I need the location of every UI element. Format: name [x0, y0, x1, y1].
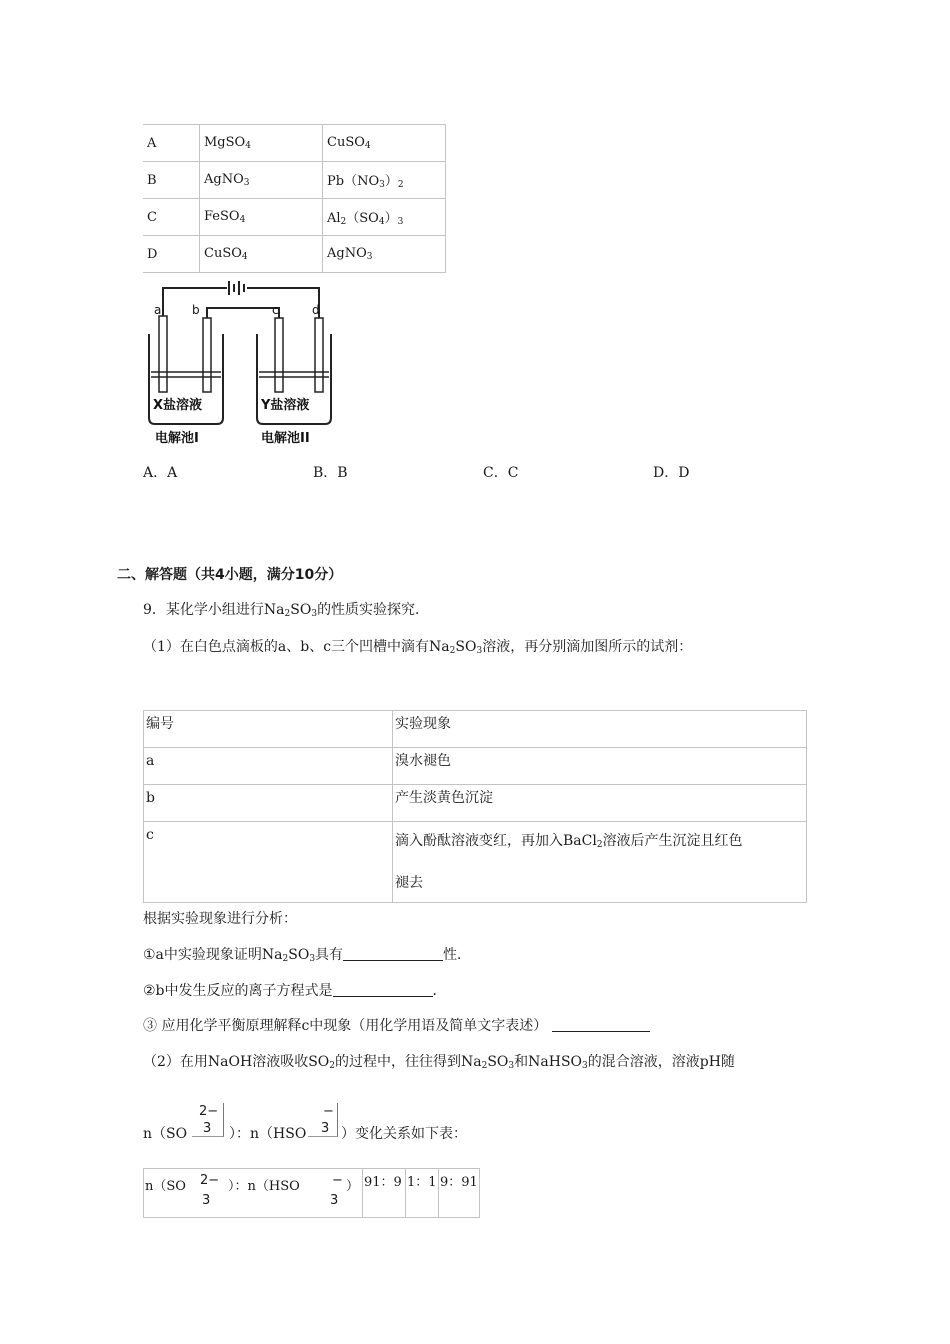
analysis-q1: ①a中实验现象证明$Na_2SO_3$具有 性．	[143, 947, 472, 964]
answer-blank[interactable]	[343, 946, 443, 961]
table-row	[144, 748, 807, 785]
electrode-label-d: d	[312, 303, 320, 317]
electrode-a	[159, 316, 167, 392]
option-label: C	[143, 199, 200, 236]
analysis-intro: 根据实验现象进行分析：	[143, 911, 297, 927]
table-header-row	[144, 711, 807, 748]
option-d: D．D	[653, 465, 690, 481]
electrode-label-b: b	[192, 303, 200, 317]
analysis-q2: ②b中发生反应的离子方程式是 ．	[143, 983, 447, 999]
y-salt: $Pb(NO_3)_2$	[323, 162, 446, 199]
electrode-b	[203, 318, 211, 392]
solution-y-label: Y盐溶液	[261, 398, 310, 413]
cell-2-label: 电解池II	[261, 431, 310, 446]
electrode-label-a: a	[154, 303, 162, 317]
wire-middle	[207, 308, 279, 318]
row-id: c	[144, 822, 393, 903]
table-row	[144, 785, 807, 822]
experiment-table	[143, 710, 807, 903]
salt-options-table	[143, 124, 446, 273]
answer-blank[interactable]	[333, 982, 433, 997]
x-salt: MgSO$_4$	[200, 125, 323, 162]
y-salt: $Al_2(SO_4)_3$	[323, 199, 446, 236]
header-id: 编号	[144, 711, 393, 748]
table-row	[143, 199, 446, 236]
x-salt: AgNO$_3$	[200, 162, 323, 199]
x-salt: FeSO$_4$	[200, 199, 323, 236]
solution-x-label: X盐溶液	[153, 398, 203, 413]
row-phenomenon: 溴水褪色	[393, 748, 807, 785]
section-heading: 二、解答题（共4小题，满分10分）	[117, 567, 343, 583]
ratio-header-cell: n（SO 2− 3 ）：n（HSO − 3 ）	[144, 1169, 363, 1218]
question-9-part1: （1）在白色点滴板的a、b、c三个凹槽中滴有$Na_2SO_3$溶液，再分别滴加图所示的试剂：	[143, 639, 693, 656]
electrolysis-cells-figure	[143, 278, 339, 446]
y-salt: AgNO$_3$	[323, 236, 446, 273]
option-label: A	[143, 125, 200, 162]
electrode-d	[315, 318, 323, 392]
question-9-stem: 9．某化学小组进行$Na_2SO_3$的性质实验探究．	[143, 602, 430, 619]
y-salt: CuSO$_4$	[323, 125, 446, 162]
ratio-value: 1：1	[406, 1169, 439, 1218]
row-phenomenon: 滴入酚酞溶液变红，再加入BaCl$_2$溶液后产生沉淀且红色 褪去	[393, 822, 807, 903]
cell-1-label: 电解池I	[155, 431, 199, 446]
option-label: D	[143, 236, 200, 273]
table-row	[144, 1169, 480, 1218]
answer-blank[interactable]	[552, 1017, 650, 1032]
electrode-c	[275, 318, 283, 392]
option-c: C．C	[483, 465, 519, 481]
table-row	[143, 125, 446, 162]
row-id: b	[144, 785, 393, 822]
table-row	[143, 162, 446, 199]
part2-stem: （2）在用NaOH溶液吸收$SO_2$的过程中，往往得到$Na_2SO_3$和NaHSO$_3$的混合溶液，溶液pH随	[143, 1054, 735, 1071]
x-salt: CuSO$_4$	[200, 236, 323, 273]
ratio-value: 9：91	[439, 1169, 480, 1218]
option-a: A．A	[143, 465, 178, 481]
ratio-line: n（SO 2− 3 ）：n（HSO − 3 ）变化关系如下表：	[143, 1104, 467, 1142]
option-b: B．B	[313, 465, 348, 481]
wire-right	[247, 288, 319, 318]
table-row	[143, 236, 446, 273]
option-label: B	[143, 162, 200, 199]
ratio-value: 91：9	[363, 1169, 406, 1218]
analysis-q3: ③ 应用化学平衡原理解释c中现象（用化学用语及简单文字表述）	[143, 1015, 650, 1035]
header-phenomenon: 实验现象	[393, 711, 807, 748]
row-phenomenon: 产生淡黄色沉淀	[393, 785, 807, 822]
electrode-label-c: c	[272, 303, 279, 317]
table-row	[144, 822, 807, 903]
ph-ratio-table	[143, 1168, 480, 1218]
row-id: a	[144, 748, 393, 785]
